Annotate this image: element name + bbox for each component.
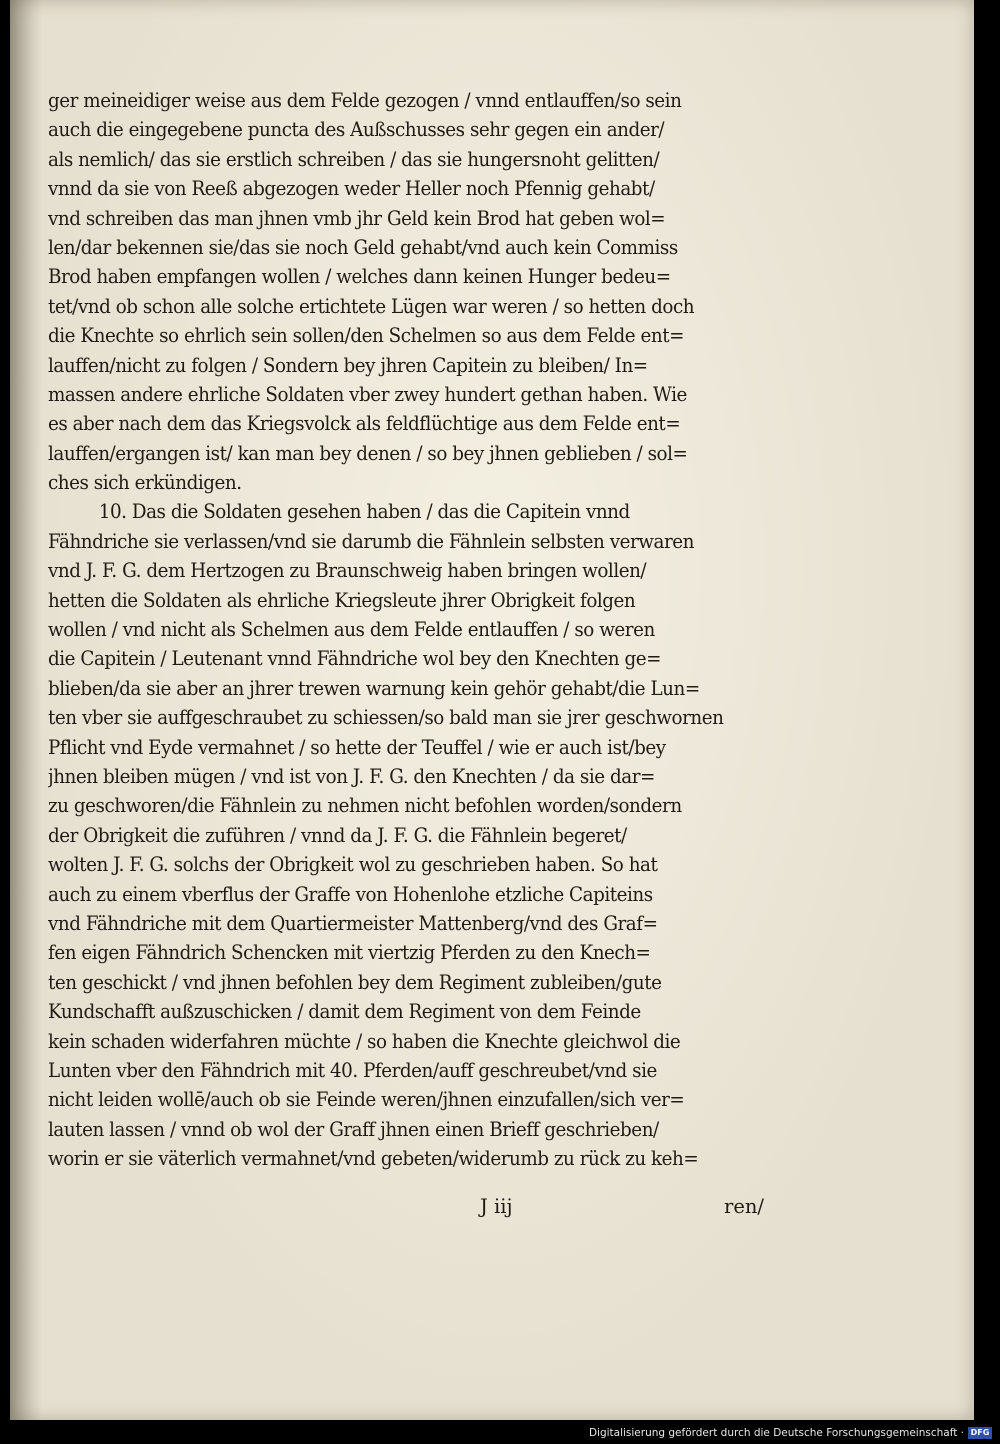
text-line: len/dar bekennen sie/das sie noch Geld gehabt/vnd auch kein Commiss: [48, 235, 678, 259]
text-line: Brod haben empfangen wollen / welches dann keinen Hunger bedeu=: [48, 265, 671, 289]
text-line: tet/vnd ob schon alle solche ertichtete Lügen war weren / so hetten doch: [48, 294, 695, 318]
text-line: lauffen/nicht zu folgen / Sondern bey jhren Capitein zu bleiben/ In=: [48, 353, 648, 377]
text-line: wollen / vnd nicht als Schelmen aus dem Felde entlauffen / so weren: [48, 618, 655, 642]
dfg-logo-icon: DFG: [968, 1427, 992, 1439]
text-line: lauffen/ergangen ist/ kan man bey denen / so bey jhnen geblieben / sol=: [48, 441, 688, 465]
text-line: fen eigen Fähndrich Schencken mit viertzig Pferden zu den Knech=: [48, 941, 651, 965]
text-line: Lunten vber den Fähndrich mit 40. Pferden/auff geschreubet/vnd sie: [48, 1058, 657, 1082]
text-line: zu geschworen/die Fähnlein zu nehmen nicht befohlen worden/sondern: [48, 794, 682, 818]
page-gutter-shadow: [10, 0, 42, 1420]
text-line: 10. Das die Soldaten gesehen haben / das die Capitein vnnd: [98, 500, 630, 524]
text-line: auch die eingegebene puncta des Außschusses sehr gegen ein ander/: [48, 118, 665, 142]
text-line: ger meineidiger weise aus dem Felde gezogen / vnnd entlauffen/so sein: [48, 89, 682, 112]
text-line: lauten lassen / vnnd ob wol der Graff jhnen einen Brieff geschrieben/: [48, 1117, 659, 1141]
text-line: die Knechte so ehrlich sein sollen/den Schelmen so aus dem Felde ent=: [48, 324, 684, 348]
text-line: vnd J. F. G. dem Hertzogen zu Braunschweig haben bringen wollen/: [48, 559, 647, 583]
text-line: kein schaden widerfahren müchte / so haben die Knechte gleichwol die: [48, 1029, 681, 1053]
text-line: die Capitein / Leutenant vnnd Fähndriche wol bey den Knechten ge=: [48, 647, 661, 671]
text-line: ten geschickt / vnd jhnen befohlen bey dem Regiment zubleiben/gute: [48, 970, 662, 994]
text-line: es aber nach dem das Kriegsvolck als feldflüchtige aus dem Felde ent=: [48, 412, 681, 436]
text-line: Pflicht vnd Eyde vermahnet / so hette der Teuffel / wie er auch ist/bey: [48, 735, 666, 759]
digitization-credit: Digitalisierung gefördert durch die Deutsche Forschungsgemeinschaft ·: [588, 1427, 964, 1439]
page-footer: [48, 1192, 778, 1222]
signature-mark: J iij: [480, 1195, 513, 1218]
text-line: Fähndriche sie verlassen/vnd sie darumb die Fähnlein selbsten verwaren: [48, 529, 694, 553]
text-line: ches sich erkündigen.: [48, 471, 242, 495]
text-line: auch zu einem vberflus der Graffe von Hohenlohe etzliche Capiteins: [48, 882, 653, 906]
text-line: ten vber sie auffgeschraubet zu schiessen/so bald man sie jrer geschwornen: [48, 706, 724, 730]
text-line: blieben/da sie aber an jhrer trewen warnung kein gehör gehabt/die Lun=: [48, 676, 700, 700]
catchword: ren/: [724, 1195, 764, 1218]
text-line: worin er sie väterlich vermahnet/vnd gebeten/widerumb zu rück zu keh=: [48, 1147, 699, 1171]
text-line: wolten J. F. G. solchs der Obrigkeit wol zu geschrieben haben. So hat: [48, 853, 658, 877]
text-line: jhnen bleiben mügen / vnd ist von J. F. G. den Knechten / da sie dar=: [48, 764, 655, 788]
text-line: vnd schreiben das man jhnen vmb jhr Geld kein Brod hat geben wol=: [48, 206, 666, 230]
text-line: Kundschafft außzuschicken / damit dem Regiment von dem Feinde: [48, 1000, 641, 1024]
text-line: der Obrigkeit die zuführen / vnnd da J. F. G. die Fähnlein begeret/: [48, 823, 627, 847]
text-line: hetten die Soldaten als ehrliche Kriegsleute jhrer Obrigkeit folgen: [48, 588, 636, 612]
text-line: nicht leiden wollē/auch ob sie Feinde weren/jhnen einzufallen/sich ver=: [48, 1088, 685, 1112]
text-line: vnd Fähndriche mit dem Quartiermeister Mattenberg/vnd des Graf=: [48, 911, 658, 935]
text-line: massen andere ehrliche Soldaten vber zwey hundert gethan haben. Wie: [48, 382, 687, 406]
page-text: [48, 86, 778, 1173]
text-line: als nemlich/ das sie erstlich schreiben / das sie hungersnoht gelitten/: [48, 147, 660, 171]
text-line: vnnd da sie von Reeß abgezogen weder Heller noch Pfennig gehabt/: [48, 177, 655, 201]
